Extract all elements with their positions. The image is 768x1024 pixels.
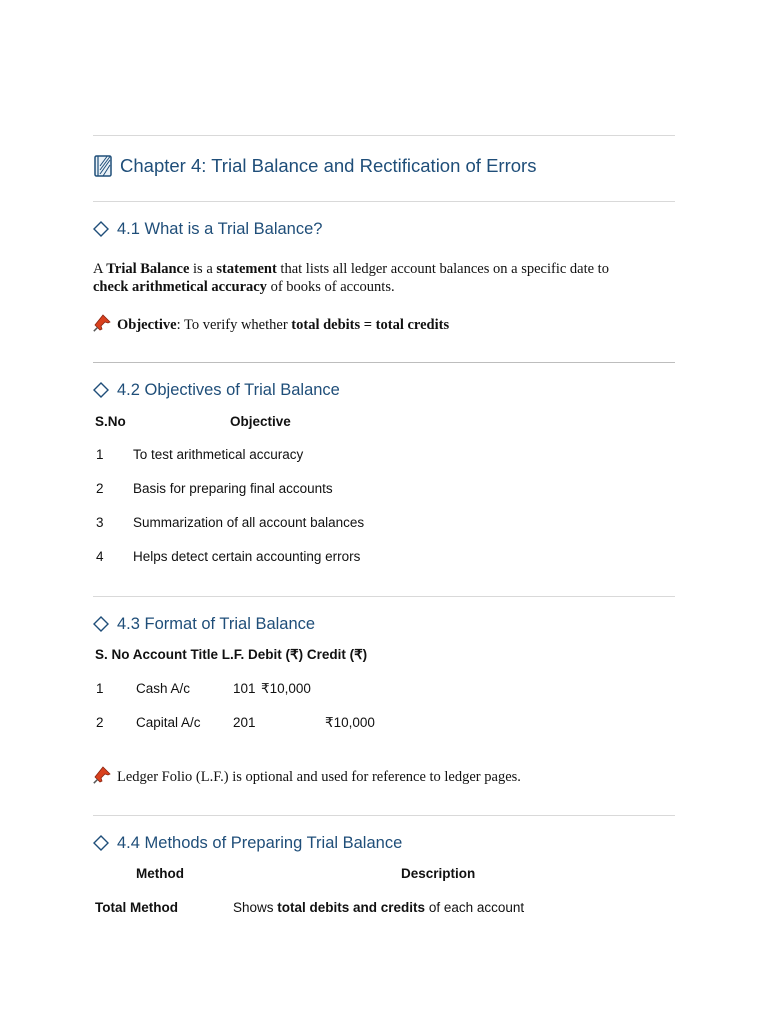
diamond-icon [93,835,109,851]
row-sno: 1 [96,447,104,462]
pushpin-icon [93,766,111,784]
row-sno: 4 [96,549,104,564]
pushpin-icon [93,314,111,332]
section-heading-4-1 [93,218,322,240]
row-account: Capital A/c [136,715,201,730]
divider-top [93,135,675,136]
divider-after-4-1 [93,362,675,363]
divider-after-title [93,201,675,202]
row-objective: To test arithmetical accuracy [133,447,304,462]
row-sno: 1 [96,681,104,696]
section-heading-4-2 [93,379,340,401]
section-title: 4.4 Methods of Preparing Trial Balance [117,833,403,852]
row-description: Shows total debits and credits of each account [233,900,525,915]
col-header-sno: S.No [95,414,126,429]
row-account: Cash A/c [136,681,191,696]
row-sno: 3 [96,515,104,530]
row-lf: 201 [233,715,256,730]
col-header-method: Method [136,866,184,881]
row-objective: Helps detect certain accounting errors [133,549,361,564]
col-header-description: Description [401,866,476,881]
chapter-title: Chapter 4: Trial Balance and Rectification of Errors [120,155,537,176]
notebook-icon [93,155,113,177]
divider-after-4-2 [93,596,675,597]
divider-after-4-3 [93,815,675,816]
row-objective: Summarization of all account balances [133,515,365,530]
objective-note: Objective: To verify whether total debits = total credits [93,314,449,334]
row-sno: 2 [96,481,104,496]
ledger-folio-note: Ledger Folio (L.F.) is optional and used for reference to ledger pages. [93,766,521,786]
row-sno: 2 [96,715,104,730]
row-objective: Basis for preparing final accounts [133,481,333,496]
format-table-header: S. No Account Title L.F. Debit (₹) Credit (₹) [95,647,368,662]
section-heading-4-3 [93,613,315,635]
row-credit: ₹10,000 [325,715,375,730]
chapter-heading [93,153,536,179]
row-lf: 101 [233,681,256,696]
definition-line-2: check arithmetical accuracy of books of accounts. [93,279,395,295]
definition-line-1: A Trial Balance is a statement that lists all ledger account balances on a specific date to [93,261,609,277]
diamond-icon [93,616,109,632]
diamond-icon [93,221,109,237]
row-debit: ₹10,000 [261,681,311,696]
col-header-objective: Objective [230,414,291,429]
section-title: 4.3 Format of Trial Balance [117,614,316,633]
section-title: 4.2 Objectives of Trial Balance [117,380,340,399]
diamond-icon [93,382,109,398]
section-title: 4.1 What is a Trial Balance? [117,219,323,238]
row-method: Total Method [95,900,178,915]
section-heading-4-4 [93,832,402,854]
